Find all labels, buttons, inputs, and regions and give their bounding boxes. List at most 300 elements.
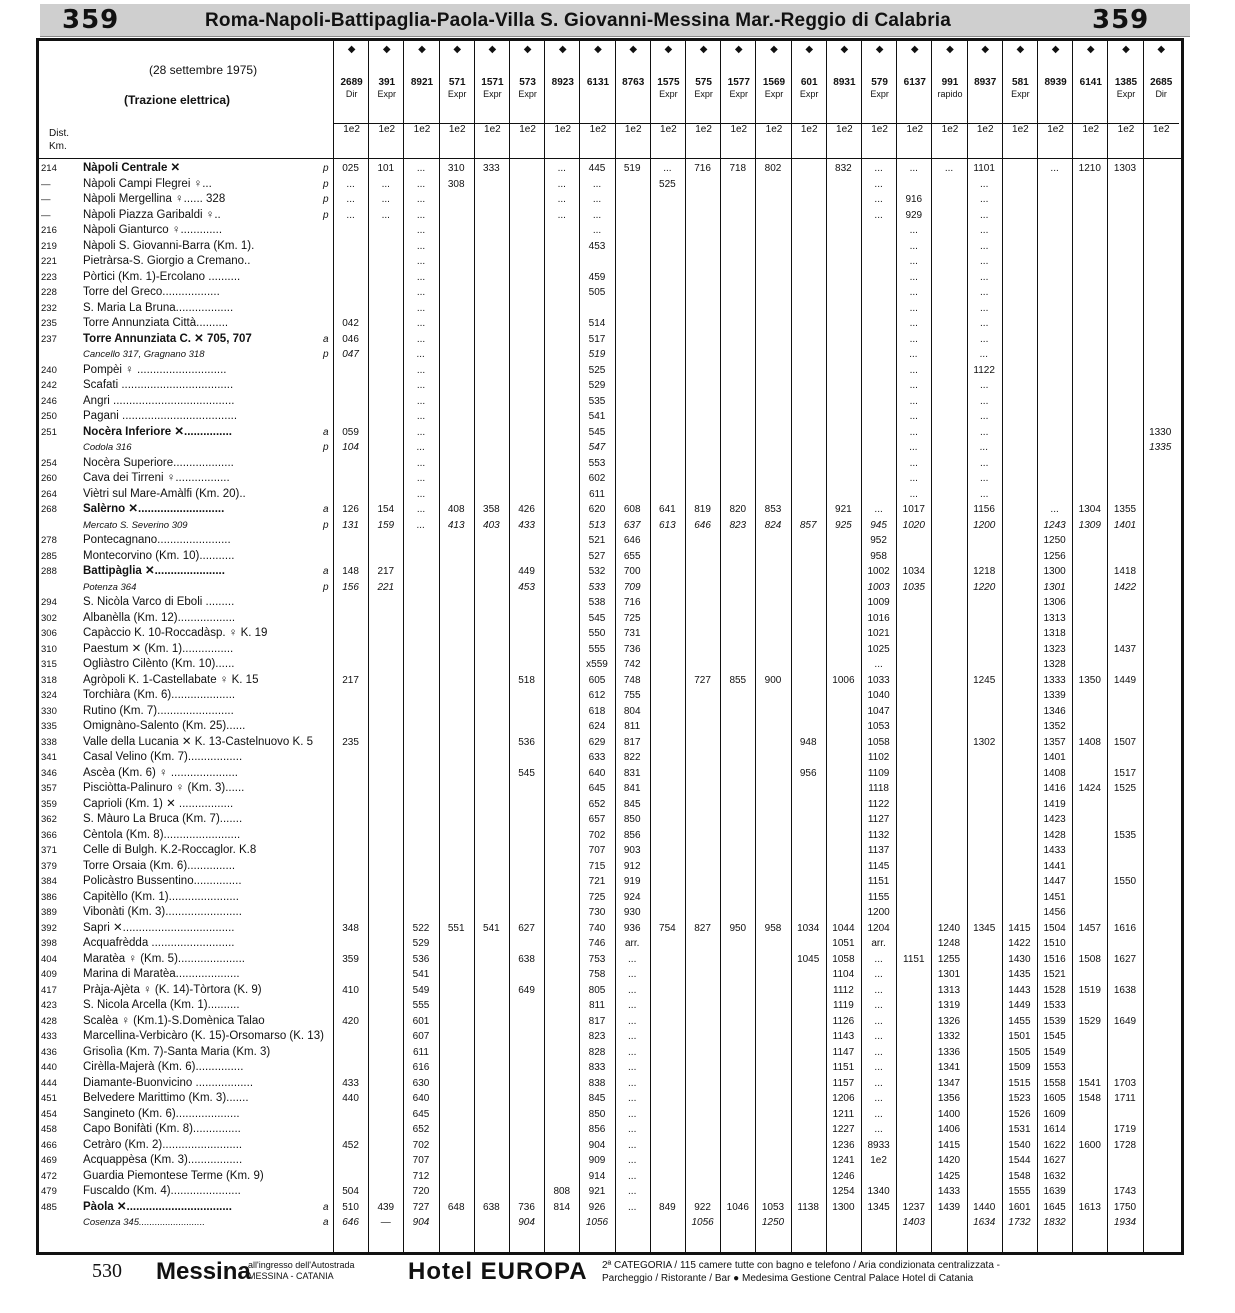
time-cell: 638 — [483, 1201, 500, 1213]
time-cell: 602 — [588, 473, 606, 484]
station-name: Valle della Lucania ✕ K. 13-Castelnuovo K. 5 — [83, 735, 313, 748]
station-name: Acquappèsa (Km. 3)................. — [83, 1154, 243, 1166]
train-type: Expr — [799, 89, 819, 99]
time-cell: 1519 — [1078, 984, 1101, 996]
time-cell: ... — [909, 271, 918, 283]
time-cell: 1403 — [902, 1217, 925, 1228]
time-cell: ... — [416, 411, 426, 422]
time-cell: 1703 — [1113, 1077, 1137, 1089]
time-cell: 1156 — [973, 504, 995, 515]
arr-dep-marker: p — [323, 519, 329, 531]
row-km: 469 — [41, 1155, 57, 1166]
time-cell: 1441 — [1043, 860, 1066, 872]
row-km: 466 — [41, 1139, 57, 1151]
time-cell: 1155 — [867, 891, 890, 903]
time-cell: 1326 — [937, 1015, 961, 1027]
time-cell: 736 — [623, 643, 641, 655]
time-cell: 1639 — [1043, 1186, 1066, 1197]
time-cell: 1025 — [867, 643, 890, 655]
station-row — [39, 812, 1181, 828]
time-cell: 746 — [588, 938, 606, 949]
time-cell: 1509 — [1008, 1062, 1031, 1073]
arr-dep-marker: p — [323, 581, 329, 593]
row-km: — — [41, 178, 51, 190]
time-cell: 1632 — [1043, 1170, 1066, 1182]
time-cell: ... — [416, 442, 426, 453]
timetable-header — [39, 41, 1181, 159]
time-cell: ... — [416, 209, 426, 221]
station-name: Maratèa ♀ (Km. 5)..................... — [83, 952, 245, 965]
time-cell: 1047 — [867, 705, 890, 717]
train-column-header — [650, 41, 686, 158]
time-cell: 811 — [589, 1000, 605, 1011]
time-cell: 904 — [588, 1139, 606, 1151]
time-cell: 1333 — [1043, 674, 1066, 686]
train-column-header — [755, 41, 791, 158]
time-cell: 529 — [412, 938, 430, 949]
row-km: 341 — [41, 752, 57, 763]
train-column-header — [439, 41, 475, 158]
station-row — [39, 316, 1181, 332]
time-cell: 1515 — [1008, 1077, 1031, 1089]
station-row — [39, 1215, 1181, 1231]
time-cell: 1507 — [1113, 736, 1137, 748]
time-cell: 1345 — [867, 1201, 890, 1213]
train-number: 2689 — [340, 77, 363, 88]
time-cell: 1104 — [832, 969, 855, 980]
diamond-icon: ◆ — [946, 44, 954, 55]
train-column-header — [333, 41, 369, 158]
time-cell: 929 — [905, 209, 923, 221]
time-cell: 850 — [588, 1108, 606, 1120]
time-cell: 657 — [588, 814, 606, 825]
time-cell: ... — [628, 1201, 637, 1213]
time-cell: ... — [909, 256, 918, 267]
time-cell: ... — [909, 240, 918, 252]
time-cell: 413 — [447, 519, 465, 531]
time-cell: 1638 — [1113, 984, 1137, 996]
time-cell: 1523 — [1008, 1093, 1031, 1104]
time-cell: 1504 — [1043, 922, 1066, 934]
station-row — [39, 797, 1181, 813]
time-cell: 1122 — [973, 364, 995, 376]
time-cell: ... — [909, 411, 918, 422]
time-cell: 715 — [588, 860, 606, 872]
time-cell: 1237 — [902, 1201, 925, 1213]
time-cell: 1020 — [902, 519, 925, 531]
time-cell: 1750 — [1113, 1201, 1137, 1213]
time-cell: 849 — [659, 1201, 676, 1213]
train-column-header — [544, 41, 580, 158]
row-km: 219 — [41, 240, 57, 252]
time-cell: 1151 — [903, 953, 925, 965]
row-km: — — [41, 194, 51, 205]
time-cell: ... — [592, 209, 602, 221]
time-cell: 8933 — [867, 1139, 890, 1151]
diamond-icon: ◆ — [910, 44, 919, 55]
station-name: S. Màuro La Bruca (Km. 7)....... — [83, 813, 243, 825]
row-km: 306 — [41, 628, 57, 639]
time-cell: 1455 — [1008, 1015, 1031, 1027]
row-km: 384 — [41, 876, 57, 887]
time-cell: 1151 — [867, 876, 890, 887]
time-cell: 505 — [588, 287, 606, 298]
time-cell: ... — [416, 225, 426, 236]
time-cell: 1355 — [1113, 504, 1137, 515]
station-row — [39, 1029, 1181, 1045]
row-km: 223 — [41, 271, 57, 283]
diamond-icon: ◆ — [629, 44, 638, 55]
time-cell: ... — [980, 380, 989, 391]
train-class: 1e2 — [334, 123, 369, 135]
time-cell: 1017 — [902, 504, 925, 515]
time-cell: 640 — [588, 767, 606, 779]
time-cell: 904 — [518, 1217, 535, 1228]
row-km: 221 — [41, 256, 57, 267]
time-cell: 1046 — [726, 1201, 749, 1213]
time-cell: 1508 — [1078, 953, 1101, 965]
station-name: Diamante-Buonvicino .................. — [83, 1076, 254, 1089]
time-cell: 1332 — [937, 1031, 961, 1042]
time-cell: 1400 — [937, 1108, 961, 1120]
station-name: Albanèlla (Km. 12).................. — [83, 611, 236, 624]
station-name: Nàpoli Centrale ✕ — [83, 162, 181, 174]
time-cell: 608 — [623, 504, 641, 515]
time-cell: ... — [874, 504, 883, 515]
time-cell: ... — [909, 426, 918, 438]
station-row — [39, 735, 1181, 751]
time-cell: 333 — [483, 163, 500, 174]
row-km: 389 — [41, 907, 57, 918]
time-cell: 1649 — [1113, 1015, 1137, 1027]
time-cell: ... — [909, 163, 918, 174]
time-cell: 707 — [412, 1155, 430, 1166]
train-class: 1e2 — [968, 123, 1003, 135]
station-name: Pietràrsa-S. Giorgio a Cremano.. — [83, 255, 251, 267]
row-km: 362 — [41, 814, 57, 825]
time-cell: 403 — [483, 519, 500, 531]
station-row — [39, 719, 1181, 735]
time-cell: 453 — [588, 240, 606, 252]
time-cell: 1416 — [1043, 783, 1066, 794]
time-cell: 541 — [588, 411, 606, 422]
diamond-icon: ◆ — [840, 44, 849, 55]
time-cell: ... — [416, 473, 426, 484]
time-cell: 804 — [623, 705, 641, 717]
time-cell: 1433 — [1043, 845, 1066, 856]
time-cell: 547 — [588, 442, 606, 453]
time-cell: ... — [980, 302, 989, 314]
train-column-header — [1037, 41, 1073, 158]
time-cell: ... — [980, 256, 989, 267]
time-cell: 348 — [342, 922, 359, 934]
train-class: 1e2 — [827, 123, 862, 135]
station-row — [39, 409, 1181, 425]
time-cell: ... — [416, 349, 426, 360]
time-cell: 731 — [623, 628, 641, 639]
time-cell: 718 — [729, 163, 747, 174]
time-cell: 924 — [623, 891, 641, 903]
train-column-header — [1002, 41, 1038, 158]
time-cell: 1430 — [1008, 953, 1031, 965]
time-cell: 903 — [623, 845, 641, 856]
station-name: Scafati ................................... — [83, 379, 234, 391]
time-cell: 1051 — [832, 938, 855, 949]
station-row — [39, 332, 1181, 348]
station-name: Salèrno ✕........................... — [83, 503, 225, 515]
time-cell: 059 — [342, 426, 359, 438]
time-cell: ... — [874, 163, 883, 174]
station-name: Cava dei Tirreni ♀................. — [83, 472, 230, 484]
row-km: 379 — [41, 860, 57, 872]
time-cell: 655 — [623, 550, 641, 562]
station-name: Acquafrèdda .......................... — [83, 937, 235, 949]
time-cell: 1347 — [937, 1077, 961, 1089]
train-number: 991 — [941, 77, 959, 88]
station-name: Pàola ✕................................. — [83, 1200, 232, 1213]
time-cell: 853 — [764, 504, 782, 515]
train-class: 1e2 — [932, 123, 967, 135]
time-cell: ... — [592, 194, 602, 205]
time-cell: 802 — [764, 163, 782, 174]
station-row — [39, 285, 1181, 301]
station-name: Scalèa ♀ (Km.1)-S.Domènica Talao — [83, 1014, 265, 1027]
time-cell: ... — [909, 225, 918, 236]
arr-dep-marker: a — [323, 426, 329, 438]
train-type: Expr — [694, 89, 713, 99]
time-cell: 1627 — [1113, 953, 1137, 965]
time-cell: ... — [628, 1077, 637, 1089]
time-cell: 522 — [412, 922, 430, 934]
time-cell: 1408 — [1078, 736, 1101, 748]
diamond-icon: ◆ — [805, 44, 814, 55]
time-cell: 1439 — [937, 1201, 961, 1213]
station-row — [39, 347, 1181, 363]
row-km: 214 — [41, 163, 57, 174]
time-cell: 823 — [588, 1031, 606, 1042]
station-name: Torre Annunziata C. ✕ 705, 707 — [83, 332, 252, 345]
train-column-header — [1107, 41, 1143, 158]
train-class: 1e2 — [580, 123, 615, 135]
row-km: 260 — [41, 473, 57, 484]
time-cell: ... — [980, 240, 989, 252]
train-class: 1e2 — [404, 123, 439, 135]
time-cell: ... — [909, 287, 918, 298]
station-row — [39, 874, 1181, 890]
time-cell: 633 — [588, 752, 606, 763]
time-cell: 156 — [342, 581, 359, 593]
train-number: 8763 — [622, 77, 645, 88]
time-cell: 758 — [588, 969, 606, 980]
station-row — [39, 487, 1181, 503]
train-number: 1577 — [727, 77, 750, 88]
timetable-date: (28 settembre 1975) — [149, 63, 258, 77]
time-cell: 1145 — [867, 860, 890, 872]
time-cell: 727 — [694, 674, 711, 686]
time-cell: 956 — [799, 767, 817, 779]
time-cell: ... — [628, 1108, 637, 1120]
advert-city: Messina — [156, 1258, 251, 1285]
time-cell: 1501 — [1008, 1031, 1031, 1042]
time-cell: ... — [874, 1108, 883, 1120]
time-cell: 712 — [412, 1170, 430, 1182]
time-cell: 730 — [588, 907, 606, 918]
row-km: 310 — [41, 643, 57, 655]
time-cell: ... — [381, 178, 390, 190]
train-class: 1e2 — [756, 123, 791, 135]
time-cell: 101 — [377, 163, 395, 174]
time-cell: 1340 — [867, 1186, 890, 1197]
time-cell: 611 — [413, 1046, 429, 1058]
time-cell: 1245 — [973, 674, 996, 686]
time-cell: 1236 — [832, 1139, 855, 1151]
time-cell: 1255 — [937, 953, 961, 965]
diamond-icon: ◆ — [347, 44, 356, 55]
station-name: Ogliàstro Cilènto (Km. 10)...... — [83, 658, 235, 670]
time-cell: 808 — [553, 1186, 571, 1197]
time-cell: 046 — [342, 333, 359, 345]
time-cell: 1339 — [1043, 690, 1066, 701]
time-cell: 541 — [483, 922, 500, 934]
station-row — [39, 208, 1181, 224]
time-cell: 1053 — [761, 1201, 785, 1213]
time-cell: 1555 — [1008, 1186, 1031, 1197]
diamond-icon: ◆ — [981, 44, 990, 55]
time-cell: 536 — [518, 736, 535, 748]
row-km: 324 — [41, 690, 57, 701]
station-row — [39, 161, 1181, 177]
timetable — [36, 38, 1184, 1255]
time-cell: 640 — [412, 1093, 430, 1104]
time-cell: 126 — [342, 504, 359, 515]
time-cell: 449 — [518, 566, 535, 577]
train-number: 1571 — [481, 77, 504, 88]
time-cell: 721 — [588, 876, 606, 887]
time-cell: 1341 — [937, 1062, 961, 1073]
time-cell: ... — [909, 473, 918, 484]
time-cell: 1053 — [867, 721, 890, 732]
train-number: 601 — [800, 77, 818, 88]
time-cell: 1240 — [937, 922, 961, 934]
time-cell: 607 — [412, 1031, 430, 1042]
time-cell: 930 — [623, 907, 641, 918]
time-cell: 1457 — [1078, 922, 1101, 934]
row-km: 423 — [41, 1000, 57, 1011]
row-km: 268 — [41, 504, 57, 515]
time-cell: ... — [874, 1015, 883, 1027]
arr-dep-marker: a — [323, 1217, 329, 1228]
time-cell: 1544 — [1008, 1155, 1031, 1166]
train-column-header — [1072, 41, 1108, 158]
diamond-icon: ◆ — [1157, 44, 1166, 55]
row-km: 232 — [41, 302, 57, 314]
station-row — [39, 1200, 1181, 1216]
train-column-header — [931, 41, 967, 158]
time-cell: 445 — [588, 163, 606, 174]
station-name: S. Maria La Bruna.................. — [83, 301, 234, 314]
time-cell: 1306 — [1043, 597, 1066, 608]
row-km: — — [41, 209, 51, 221]
time-cell: ... — [980, 271, 989, 283]
time-cell: ... — [416, 271, 426, 283]
time-cell: 629 — [588, 736, 606, 748]
train-column-header — [896, 41, 932, 158]
diamond-icon: ◆ — [1051, 44, 1060, 55]
time-cell: ... — [628, 1046, 637, 1058]
train-number: 579 — [871, 77, 888, 88]
station-row — [39, 518, 1181, 534]
time-cell: 217 — [377, 566, 395, 577]
time-cell: 1601 — [1008, 1201, 1031, 1213]
row-km: 417 — [41, 984, 57, 996]
station-row — [39, 254, 1181, 270]
time-cell: 1021 — [867, 628, 890, 639]
time-cell: 1449 — [1113, 674, 1137, 686]
train-column-header — [685, 41, 721, 158]
time-cell: ... — [628, 1093, 637, 1104]
time-cell: 1034 — [902, 566, 925, 577]
time-cell: 420 — [342, 1015, 359, 1027]
row-km: 242 — [41, 380, 57, 391]
time-cell: 1535 — [1113, 829, 1137, 841]
station-name: Agròpoli K. 1-Castellabate ♀ K. 15 — [83, 673, 259, 686]
time-cell: 707 — [588, 845, 606, 856]
time-cell: 832 — [835, 163, 852, 174]
station-name: Caprioli (Km. 1) ✕ ................. — [83, 797, 234, 810]
time-cell: 828 — [588, 1046, 606, 1058]
row-km: 264 — [41, 488, 57, 500]
time-cell: 433 — [518, 519, 535, 531]
time-cell: 753 — [588, 953, 606, 965]
time-cell: 1301 — [937, 969, 961, 980]
time-cell: ... — [874, 1093, 883, 1104]
time-cell: 1616 — [1113, 922, 1137, 934]
time-cell: 452 — [342, 1139, 359, 1151]
station-row — [39, 611, 1181, 627]
time-cell: 1302 — [973, 736, 996, 748]
arr-dep-marker: p — [323, 163, 329, 174]
time-cell: ... — [416, 364, 426, 376]
station-row — [39, 828, 1181, 844]
station-name: Nàpoli Campi Flegrei ♀... — [83, 177, 212, 190]
header-meta — [39, 41, 333, 158]
time-cell: ... — [909, 318, 918, 329]
time-cell: 945 — [870, 519, 887, 531]
station-row — [39, 750, 1181, 766]
time-cell: ... — [416, 333, 426, 345]
time-cell: ... — [980, 442, 989, 453]
station-row — [39, 177, 1181, 193]
time-cell: 624 — [588, 721, 606, 732]
time-cell: 1719 — [1113, 1124, 1137, 1135]
time-cell: 909 — [588, 1155, 606, 1166]
train-type: Expr — [729, 89, 749, 99]
time-cell: ... — [381, 194, 390, 205]
time-cell: 1109 — [867, 767, 890, 779]
time-cell: ... — [628, 1062, 637, 1073]
time-cell: 925 — [835, 519, 852, 531]
train-class: 1e2 — [721, 123, 756, 135]
time-cell: ... — [557, 209, 566, 221]
train-number: 8923 — [551, 77, 574, 88]
time-cell: 1002 — [867, 566, 890, 577]
row-km: 433 — [41, 1031, 57, 1042]
station-name: Pompèi ♀ ............................ — [83, 363, 227, 376]
train-number: 8931 — [833, 77, 856, 88]
time-cell: ... — [874, 1000, 883, 1011]
time-cell: 521 — [588, 535, 606, 546]
time-cell: ... — [1050, 163, 1059, 174]
